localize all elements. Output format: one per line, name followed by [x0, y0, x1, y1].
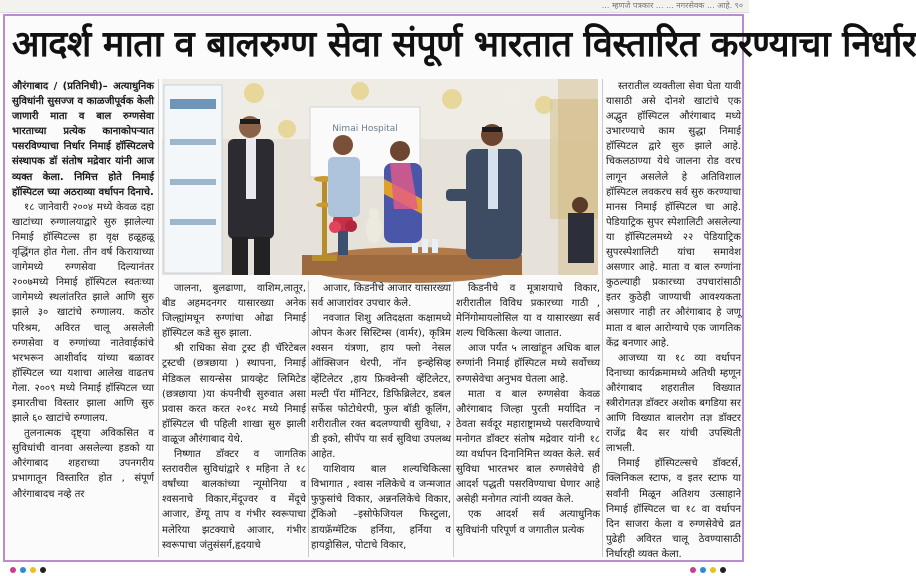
strip-text: ... म्हणजे पत्रकार ... ... नगरसेवक ... आहे. ९०	[601, 1, 743, 10]
paragraph: तुलनात्मक दृष्ट्या अविकसित व सुविधांची वानवा असलेल्या हडको या औरंगाबाद शहराच्या उपनगरीय प्रभागातून विस्तारित होत , संपूर्ण औरंगाबादच नव्हे तर	[12, 428, 154, 500]
banner-text: Nimai Hospital	[332, 124, 398, 134]
text-column-4	[456, 281, 600, 557]
event-photo-illustration	[162, 79, 598, 275]
paragraph: निष्णात डॉक्टर व जागतिक स्तरावरील सुविधांद्वारे १ महिना ते १८ वर्षांच्या बालकांच्या न्यूमोनिया व श्वसनाचे विकार,मेंदूज्वर व मेंदूचे आजार, डेंग्यू ताप व गंभीर स्वरूपाचा मलेरिया झटक्याचे आजार, गंभीर स्वरूपाचा जंतुसंसर्ग,हृदयाचे	[162, 449, 306, 551]
paragraph: निमाई हॉस्पिटल्सचे डॉक्टर्स, क्लिनिकल स्टाफ, व इतर स्टाफ या सर्वांनी मिळून अतिशय उत्साहाने निमाई हॉस्पिटल चा १८ वा वर्धापन दिन साजरा केला व रुग्णसेवेचे व्रत पुढेही अविरत चालू ठेवण्यासाठी निर्धारही व्यक्त केला.	[606, 458, 741, 560]
text-column-5	[606, 79, 741, 560]
paragraph: माता व बाल रुग्णसेवा केवळ औरंगाबाद जिल्हा पुरती मर्यादित न ठेवता सर्वदूर महाराष्ट्रामध्ये पसरविण्याचे मनोगत डॉक्टर संतोष मद्रेवार यांनी १८ व्या वर्धापन दिनानिमित्त व्यक्त केले. सर्व सुविधा भारतभर बाल रुग्णसेवेचे ही आदर्श पद्धती पसरविण्याचा घेणार आहे असेही मनोगत त्यांनी व्यक्त केले.	[456, 388, 600, 506]
paragraph: आजच्या या १८ व्या वर्धापन दिनाच्या कार्यक्रमामध्ये अतिथी म्हणून औरंगाबाद शहरातील विख्यात स्त्रीरोगतज्ञ डॉक्टर अशोक बगडिया सर आणि विख्यात बालरोग तज्ञ डॉक्टर राजेंद्र बैद सर यांची उपस्थिती लाभली.	[606, 352, 741, 455]
text-column-3	[311, 281, 451, 557]
paragraph: एक आदर्श सर्व अत्याधुनिक सुविधांनी परिपूर्ण व जगातील प्रत्येक	[456, 509, 600, 536]
paragraph: श्री राधिका सेवा ट्रस्ट ही चॅरिटेबल ट्रस्टची (छत्रछाया ) स्थापना, निमाई मेडिकल सायन्सेस प्रायव्हेट लिमिटेड (छत्रछाया )या कंपनीची सुरुवात असा प्रवास करत करत २०१८ मध्ये निमाई हॉस्पिटल ची पहिली शाखा सुरु झाली वाळूज औरंगाबाद येथे.	[162, 343, 306, 445]
column-divider	[158, 79, 159, 557]
paragraph: औरंगाबाद / (प्रतिनिधी)– अत्याधुनिक सुविधांनी सुसज्ज व काळजीपूर्वक केली जाणारी माता व बाल रुग्णसेवा भारताच्या प्रत्येक कानाकोपऱ्यात पसरविण्याचा निर्धार निमाई हॉस्पिटलचे संस्थापक डॉ संतोष मद्रेवार यांनी आज व्यक्त केला. निमित्त होते निमाई हॉस्पिटल च्या अठराव्या वर्धापन दिनाचे.	[12, 81, 154, 198]
paragraph: १८ जानेवारी २००४ मध्ये केवळ दहा खाटांच्या रुग्णालयाद्वारे सुरु झालेल्या निमाई हॉस्पिटल्स हा वृक्ष हळूहळू वृद्धिंगत होत गेला. तीन वर्ष किरायाच्या जागेमध्ये रुग्णसेवा दिल्यानंतर २००७मध्ये निमाई हॉस्पिटल स्वतःच्या जागेमध्ये स्थलांतरित झाले आणि सुरु झाले ३० खाटांचे रुग्णालय. कठोर परिश्रम, अविरत चालू असलेली रुग्णसेवा व रुग्णांच्या नातेवाईकांचे भरभरून आशीर्वाद यांच्या बळावर हॉस्पिटल च्या यशाचा आलेख वाढतच गेला. २००९ मध्ये निमाई हॉस्पिटल च्या इमारतीचा विस्तार झाला आणि सुरु झाले ६० खाटांचे रुग्णालय.	[12, 201, 154, 425]
paragraph: किडनीचे व मूत्राशयाचे विकार, शरीरातील विविध प्रकारच्या गाठी , मेनिंगोमायलोसिल या व यासारख्या सर्व शल्य चिकित्सा केल्या जातात.	[456, 283, 600, 340]
column-divider	[453, 281, 454, 557]
paragraph: आज पर्यंत ५ लाखांहून अधिक बाल रुग्णांनी निमाई हॉस्पिटल मध्ये सर्वोच्च्य रुग्णसेवेचा अनुभव घेतला आहे.	[456, 343, 600, 385]
paragraph: याशिवाय बाल शल्यचिकित्सा विभागात , श्वास नलिकेचे व जन्मजात फुफुसांचे विकार, अन्ननलिकेचे विकार, ट्रॅकिओ –इसोफेजियल फिस्टुला, डायफ्रॅग्मॅटिक हर्निया, हर्निया व हायड्रोसिल, पोटाचे विकार,	[311, 464, 451, 551]
text-column-2	[162, 281, 306, 557]
column-divider	[602, 79, 603, 557]
event-photo	[162, 79, 598, 275]
column-divider	[308, 281, 309, 557]
article-headline: आदर्श माता व बालरुग्ण सेवा संपूर्ण भारतात विस्तारित करण्याचा निर्धार	[12, 24, 916, 65]
text-column-1	[12, 79, 154, 557]
paragraph: जालना, बुलढाणा, वाशिम,लातूर, बीड अहमदनगर यासारख्या अनेक जिल्ह्यांमधून रुग्णांचा ओढा निमाई हॉस्पिटल कडे सुरु झाला.	[162, 283, 306, 340]
paragraph: आजार, किडनीचे आजार यासारख्या सर्व आजारांवर उपचार केले.	[311, 283, 451, 310]
paragraph: नवजात शिशु अतिदक्षता कक्षामध्ये ओपन केअर सिस्टिम्स (वार्मर), कृत्रिम श्वसन यंत्रणा, हाय फ्लो नेसल ऑक्सिजन थेरपी, नॉन इन्व्हेसिव्ह व्हेंटिलेटर ,हाय फ्रिक्वेन्सी व्हेंटिलेटर, मल्टी पॅरा मॉनिटर, डिफिब्रिलेटर, डबल सर्फेस फोटोथेरपी, फुल बॉडी कूलिंग, शरीरातील रक्त बदलण्याची सुविधा, २ डी इको, सीपॅप या सर्व सुविधा उपलब्ध आहेत.	[311, 313, 451, 461]
print-registration-marks	[0, 565, 749, 576]
paragraph: स्तरातील व्यक्तीला सेवा घेता यावी यासाठी असे दोनशे खाटांचे एक अद्भुत हॉस्पिटल औरंगाबाद मध्ये उभारण्याचे काम सुद्धा निमाई हॉस्पिटल द्वारे सुरु झाले आहे. चिकलठाण्या येथे जालना रोड वरच लागून असलेले हे अतिविशाल हॉस्पिटल लवकरच सर्व सुरु करण्याचा मानस निमाई हॉस्पिटल चा आहे. पेडियाट्रिक सुपर स्पेशालिटी असलेल्या या हॉस्पिटलमध्ये २२ पेडियाट्रिक सुपरस्पेशालिटी यांचा समावेश असणार आहे. माता व बाल रुग्णांना कुठल्याही प्रकारच्या उपचारांसाठी इतर कुठेही जाण्याची आवश्यकता असणार नाही तर औरंगाबाद हे जणू माता व बाल आरोग्याचे एक जागतिक केंद्र बनणार आहे.	[606, 81, 741, 349]
previous-article-strip	[0, 0, 749, 13]
